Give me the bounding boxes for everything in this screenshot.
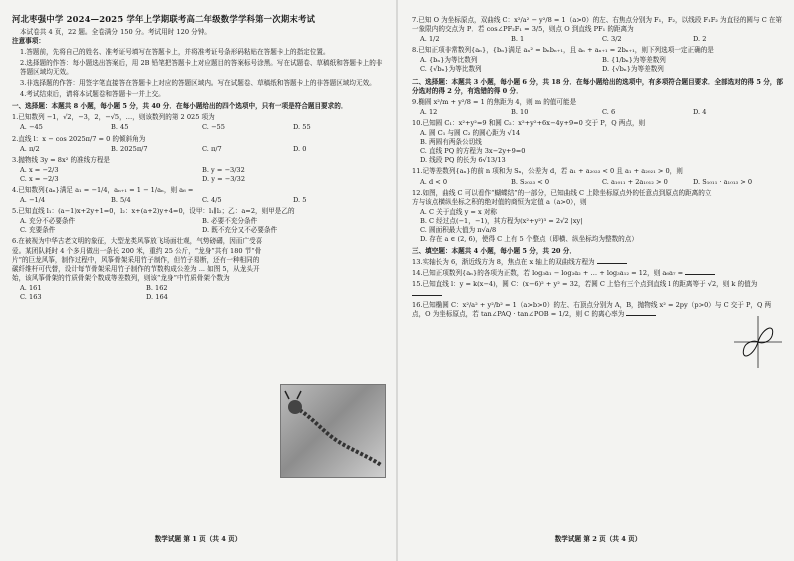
- option: B. 162: [146, 283, 168, 292]
- option: D. 4: [693, 107, 707, 116]
- option: D. S₁₀₁₁ · a₁₀₁₃ > 0: [693, 177, 753, 186]
- option: A. C 关于直线 y = x 对称: [420, 207, 498, 216]
- option: C. x = −2/3: [20, 174, 59, 183]
- question-options: [20, 145, 384, 154]
- question-stem: 6.在被视为中华古老文明的象征，大型龙类风筝放飞场面壮观，气势磅礴，因而广受喜爱。某团队耗时 4 个多月做出一条长 200 米，重约 25 公斤，“龙身”共有 180 节“骨片”的巨龙风筝，制作过程中，风筝骨架采用竹子制作，但竹子易断，还有一种相同的碳纤维杆可代替，设计每节骨架采用竹子制作的节数构成公差为 ... 如图 5，从龙头开始，该风筝骨架的竹质骨架个数成等差数列，则该“龙身”中竹质骨架个数为: [12, 237, 263, 282]
- option: D. 存在 a ∈ (2, 6)，使得 C 上有 5 个整点（即横、纵坐标均为整数的点）: [420, 235, 638, 244]
- exam-title: 河北枣强中学 2024—2025 学年上学期联考高二年级数学学科第一次期末考试: [12, 14, 316, 24]
- page-footer: 数学试题 第 2 页（共 4 页）: [554, 534, 642, 543]
- notice-item: 2.选择题的作答：每小题选出答案后，用 2B 铅笔把答题卡上对应题目的答案标号涂黑。写在试题卷、草稿纸和答题卡上的非答题区域均无效。: [20, 58, 383, 76]
- option: C. −55: [202, 123, 225, 132]
- option: B. 45: [111, 123, 129, 132]
- question-stem: 8.已知正项非常数列{aₙ}，{bₙ}满足 aₙ² = bₙbₙ₊₁，且 aₙ + aₙ₊₁ = 2bₙ₊₁，则下列选项一定正确的是: [412, 46, 714, 55]
- notice-heading: 注意事项：: [12, 36, 45, 45]
- option: A. π/2: [20, 144, 40, 153]
- butterfly-curve-figure: [732, 314, 784, 370]
- option: B. y = −3/32: [202, 165, 245, 174]
- question-stem: 2.直线 l：x − cos 2025π/7 = 0 的倾斜角为: [12, 134, 146, 143]
- question-options: [420, 208, 720, 244]
- answer-blank: [597, 263, 627, 264]
- exam-page-2: [412, 14, 784, 546]
- option: D. 2: [693, 35, 707, 44]
- notice-item: 4.考试结束后，请将本试题卷和答题卡一并上交。: [20, 90, 165, 99]
- section-heading: 二、选择题：本题共 3 小题，每小题 6 分，共 18 分．在每小题给出的选项中，有多项符合题目要求．全部选对的得 5 分，部分选对的得 2 分，有选错的得 0 分．: [412, 77, 783, 95]
- question-text: 15.已知直线 l：y = k(x−4)，圆 C：(x−6)² + y² = 32，若圆 C 上恰有三个点到直线 l 的距离等于 √2，则 k 的值为: [412, 280, 758, 289]
- option: C. 圆面积最大值为 π√a/8: [420, 225, 497, 234]
- exam-info: 本试卷共 4 页，22 题。全卷满分 150 分。考试用时 120 分钟。: [20, 27, 211, 36]
- option: C. 3/2: [602, 35, 622, 44]
- option: A. {bₙ}为等比数列: [420, 56, 478, 65]
- answer-blank: [412, 295, 442, 296]
- answer-blank: [685, 274, 715, 275]
- question-stem: 9.椭圆 x²/m + y²/8 = 1 的焦距为 4，则 m 的值可能是: [412, 97, 577, 106]
- option: B. 5/4: [111, 196, 131, 205]
- option: C. 6: [602, 107, 616, 116]
- option: B. 两圆有两条公切线: [420, 138, 482, 147]
- option: D. 55: [293, 123, 311, 132]
- question-stem: 10.已知圆 C₁：x²+y²=9 和圆 C₂：x²+y²+6x−4y+9=0 交于 P，Q 两点，则: [412, 118, 646, 127]
- section-heading: 一、选择题：本题共 8 小题，每小题 5 分，共 40 分．在每小题给出的四个选项中，只有一项是符合题目要求的．: [12, 102, 348, 111]
- question-stem: 11.记等差数列{aₙ}的前 n 项和为 Sₙ，公差为 d，若 a₁ + a₂₀₂₃ < 0 且 a₁ + a₂₀₂₁ > 0，则: [412, 167, 683, 176]
- option: B. 10: [511, 107, 529, 116]
- question-options: [420, 129, 784, 165]
- option: D. 0: [293, 144, 307, 153]
- question-options: [20, 123, 384, 132]
- option: B. 必要不充分条件: [202, 217, 258, 226]
- butterfly-curve-graph: [732, 314, 784, 370]
- question-stem: 4.已知数列{aₙ}满足 a₁ = −1/4，aₙ₊₁ = 1 − 1/aₙ，则 a₆ =: [12, 186, 194, 194]
- exam-page-1: [12, 14, 384, 546]
- question-stem: 3.抛物线 3y = 8x² 的准线方程是: [12, 155, 111, 164]
- option: B. 1: [511, 35, 525, 44]
- page-footer: 数学试题 第 1 页（共 4 页）: [154, 534, 242, 543]
- question-options: [420, 108, 784, 117]
- option: D. 线段 PQ 的长为 6√13/13: [420, 156, 506, 165]
- option: B. S₂₀₂₃ < 0: [511, 177, 550, 186]
- option: D. 5: [293, 196, 307, 205]
- option: A. −45: [20, 123, 43, 132]
- section-heading: 三、填空题：本题共 4 小题，每小题 5 分，共 20 分．: [412, 247, 576, 256]
- fill-question: [412, 280, 784, 298]
- option: C. π/7: [202, 144, 222, 153]
- option: A. x = −2/3: [20, 165, 59, 174]
- question-stem: 12.如图，曲线 C 可以看作“蝴蝶结”的一部分，已知曲线 C 上除坐标原点外的任意点到原点的距离的立方与该点横纵坐标之积的绝对值的商恒为定值 a（a>0），则: [412, 188, 712, 206]
- option: C. a₁₀₁₁ + 2a₁₀₁₂ > 0: [602, 177, 668, 186]
- option: A. 161: [20, 283, 42, 292]
- option: C. 4/5: [202, 196, 222, 205]
- question-options: [20, 166, 384, 184]
- option: C. 163: [20, 293, 42, 302]
- notice-item: 3.非选择题的作答：用签字笔直接答在答题卡上对应的答题区域内。写在试题卷、草稿纸和答题卡上的非答题区域均无效。: [20, 79, 376, 88]
- notice-item: 1.答题前，先将自己的姓名、准考证号填写在答题卡上，并将准考证号条形码粘贴在答题卡上的指定位置。: [20, 47, 330, 56]
- question-text: 16.已知椭圆 C：x²/a² + y²/b² = 1（a>b>0）的左、右顶点分别为 A，B，抛物线 x² = 2py（p>0）与 C 交于 P，Q 两点，O 为坐标原点，若 tan∠PAQ · tan∠POB = 1/2，则 C 的离心率为: [412, 300, 772, 318]
- option: B. 2025π/7: [111, 144, 148, 153]
- question-options: [20, 196, 384, 205]
- fill-question: [412, 301, 784, 319]
- question-stem: 5.已知直线 l₁：(a−1)x+2y+1=0，l₂：x+(a+2)y+4=0，设甲：l₁∥l₂；乙：a=2，则甲是乙的: [12, 207, 295, 216]
- question-options: [420, 35, 784, 44]
- option: C. 充要条件: [20, 226, 56, 235]
- option: B. {1/bₙ}为等差数列: [602, 56, 666, 65]
- option: A. 充分不必要条件: [20, 217, 76, 226]
- option: D. 既不充分又不必要条件: [202, 226, 278, 235]
- option: C. 直线 PQ 的方程为 3x−2y+9=0: [420, 147, 526, 156]
- page-gutter: [396, 0, 398, 561]
- fill-question: [412, 258, 784, 267]
- question-options: [420, 178, 784, 187]
- option: A. 12: [420, 107, 438, 116]
- question-stem: 7.已知 O 为坐标原点，双曲线 C：x²/a² − y²/8 = 1（a>0）的左、右焦点分别为 F₁，F₂，以线段 F₁F₂ 为直径的圆与 C 在第一象限内的交点为 P．若 cos∠PF₂F₁ = 3/5，则点 O 到直线 PF₁ 的距离为: [412, 16, 783, 34]
- dragon-kite-photo: [280, 384, 386, 478]
- option: A. −1/4: [20, 196, 46, 205]
- option: A. 圆 C₁ 与圆 C₂ 的圆心距为 √14: [420, 129, 521, 138]
- question-stem: 1.已知数列 −1，√2，−3，2，−√5，…，则该数列的第 2 025 项为: [12, 113, 215, 122]
- option: C. {√bₙ}为等比数列: [420, 65, 482, 74]
- option: A. d < 0: [420, 177, 448, 186]
- question-text: 13.实轴长为 6，渐近线方为 8，焦点在 x 轴上的双曲线方程为: [412, 258, 595, 267]
- option: D. y = −3/32: [202, 174, 246, 183]
- answer-blank: [626, 315, 656, 316]
- option: D. {√bₙ}为等差数列: [602, 65, 664, 74]
- option: A. 1/2: [420, 35, 440, 44]
- question-options: [20, 284, 272, 302]
- question-text: 14.已知正项数列{aₙ}的各项为正数，若 log₃a₁ − log₃a₂ + … + log₃a₁₂ = 12，则 a₆a₇ =: [412, 269, 684, 278]
- option: B. C 经过点(−1，−1)，其方程为(x²+y²)³ = 2√2 |xy|: [420, 216, 583, 225]
- question-options: [20, 217, 384, 235]
- option: D. 164: [146, 293, 168, 302]
- fill-question: [412, 269, 784, 278]
- dragon-kite-illustration: [281, 385, 385, 477]
- question-options: [420, 56, 784, 74]
